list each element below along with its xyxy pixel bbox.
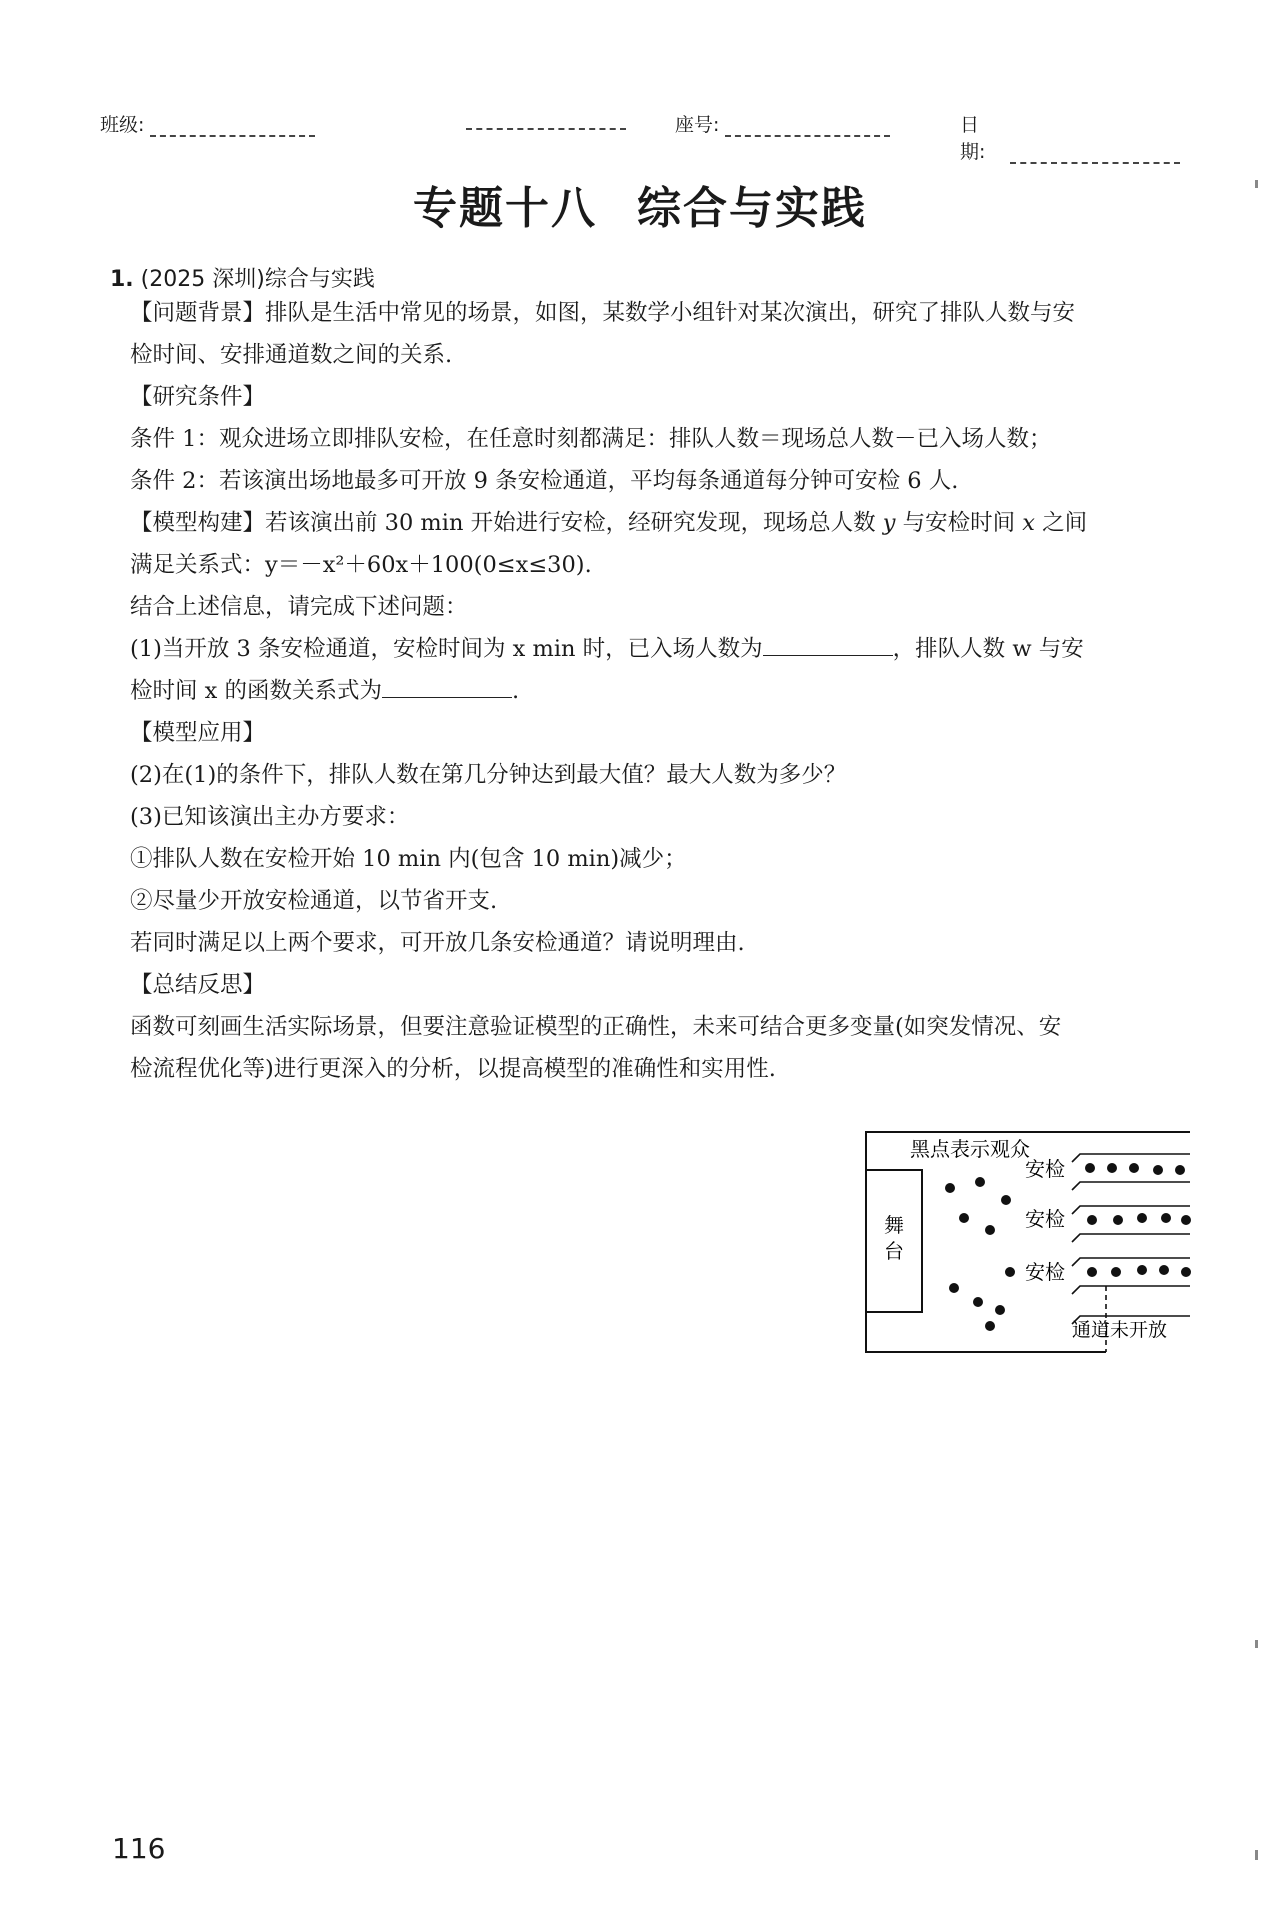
- question-1-line-1: (1)当开放 3 条安检通道，安检时间为 x min 时，已入场人数为 ，排队人数 w 与安: [130, 628, 1190, 670]
- condition-1: 条件 1：观众进场立即排队安检，在任意时刻都满足：排队人数＝现场总人数－已入场人数；: [130, 426, 1052, 452]
- date-blank: [1010, 144, 1180, 164]
- question-body: [130, 292, 1190, 1090]
- class-label: 班级:: [100, 114, 145, 136]
- answer-blank-1[interactable]: [763, 629, 893, 656]
- question-3-ask: 若同时满足以上两个要求，可开放几条安检通道？请说明理由.: [130, 930, 745, 956]
- background-line-1: 【问题背景】排队是生活中常见的场景，如图，某数学小组针对某次演出，研究了排队人数与安: [130, 300, 1076, 326]
- audience-dots: [945, 1163, 1191, 1331]
- lane-label-1: 安检: [1025, 1157, 1065, 1181]
- queue-diagram-svg: [860, 1126, 1200, 1356]
- requirement-2: ②尽量少开放安检通道，以节省开支.: [130, 888, 498, 914]
- closed-lane-label: 通道未开放: [1072, 1319, 1168, 1341]
- class-field: [100, 110, 315, 137]
- page-number: 116: [112, 1832, 166, 1865]
- scan-mark: [1255, 180, 1258, 188]
- seat-label: 座号:: [675, 114, 720, 136]
- question-1-line-2: 检时间 x 的函数关系式为 .: [130, 670, 1190, 712]
- title-part-2: 综合与实践: [637, 183, 867, 234]
- lane-label-2: 安检: [1025, 1207, 1065, 1231]
- apply-heading: 【模型应用】: [130, 720, 266, 746]
- seat-field: [675, 110, 890, 137]
- name-field: [460, 110, 626, 130]
- summary-heading: 【总结反思】: [130, 972, 266, 998]
- var-x: x: [1022, 510, 1035, 536]
- conditions-heading: 【研究条件】: [130, 384, 266, 410]
- seat-blank: [725, 117, 890, 137]
- summary-line-2: 检流程优化等)进行更深入的分析，以提高模型的准确性和实用性.: [130, 1056, 776, 1082]
- stage-label-1: 舞: [884, 1213, 904, 1237]
- name-blank: [466, 110, 626, 130]
- combine-line: 结合上述信息，请完成下述问题：: [130, 594, 468, 620]
- title-part-1: 专题十八: [413, 183, 597, 234]
- question-header: [110, 262, 375, 293]
- question-number: 1.: [110, 267, 134, 292]
- lane-label-3: 安检: [1025, 1260, 1065, 1284]
- class-blank: [150, 117, 315, 137]
- date-field: [960, 110, 1180, 164]
- condition-2: 条件 2：若该演出场地最多可开放 9 条安检通道，平均每条通道每分钟可安检 6 人.: [130, 468, 959, 494]
- stage-label-2: 台: [884, 1239, 904, 1263]
- summary-line-1: 函数可刻画生活实际场景，但要注意验证模型的正确性，未来可结合更多变量(如突发情况、安: [130, 1014, 1062, 1040]
- page-title: [0, 172, 1280, 236]
- model-line-2: 满足关系式：y＝－x²＋60x＋100(0≤x≤30).: [130, 552, 592, 578]
- scan-mark: [1255, 1850, 1258, 1860]
- requirement-1: ①排队人数在安检开始 10 min 内(包含 10 min)减少；: [130, 846, 687, 872]
- date-label: 日期:: [960, 114, 986, 163]
- scan-mark: [1255, 1640, 1258, 1648]
- header-bar: [100, 110, 1180, 163]
- model-line-1: 【模型构建】若该演出前 30 min 开始进行安检，经研究发现，现场总人数 y 与安检时间 x 之间: [130, 510, 1088, 536]
- question-2: (2)在(1)的条件下，排队人数在第几分钟达到最大值？最大人数为多少？: [130, 762, 847, 788]
- queue-diagram: [860, 1126, 1200, 1356]
- background-line-2: 检时间、安排通道数之间的关系.: [130, 342, 453, 368]
- var-y: y: [882, 510, 896, 536]
- question-3: (3)已知该演出主办方要求：: [130, 804, 410, 830]
- legend-text: 黑点表示观众: [910, 1137, 1030, 1161]
- question-source: (2025 深圳)综合与实践: [140, 267, 375, 292]
- answer-blank-2[interactable]: [382, 671, 512, 698]
